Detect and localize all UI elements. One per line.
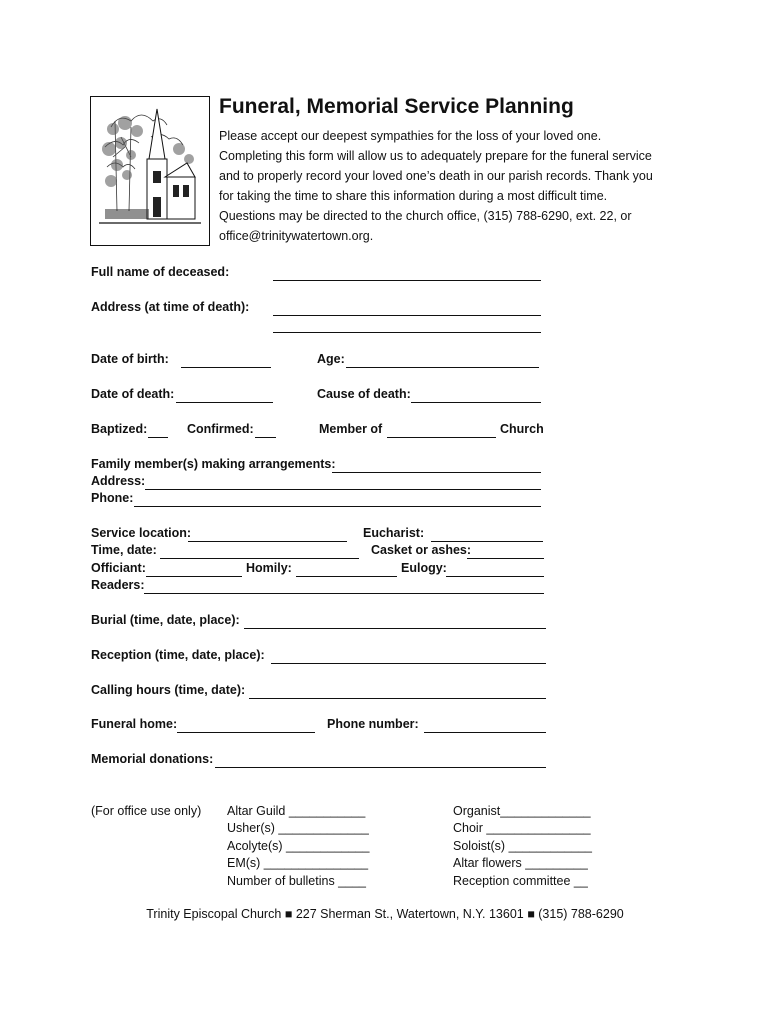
officiant-line bbox=[146, 576, 242, 577]
label-age: Age: bbox=[317, 352, 345, 366]
label-cause-of-death: Cause of death: bbox=[317, 387, 411, 401]
date-of-death-line bbox=[176, 402, 273, 403]
date-of-death-field[interactable] bbox=[176, 388, 273, 402]
office-col1-item: Acolyte(s) ____________ bbox=[227, 839, 370, 853]
age-line bbox=[346, 367, 539, 368]
label-phone: Phone: bbox=[91, 491, 134, 505]
family-phone-line bbox=[134, 506, 541, 507]
label-burial: Burial (time, date, place): bbox=[91, 613, 240, 627]
label-service-location: Service location: bbox=[91, 526, 192, 540]
reception-line bbox=[271, 663, 546, 664]
family-phone-field[interactable] bbox=[134, 492, 541, 506]
homily-line bbox=[296, 576, 397, 577]
label-reception: Reception (time, date, place): bbox=[91, 648, 265, 662]
black-square-icon: ■ bbox=[284, 907, 293, 921]
service-time-date-line bbox=[160, 558, 359, 559]
funeral-home-field[interactable] bbox=[177, 718, 315, 732]
black-square-icon: ■ bbox=[527, 907, 535, 921]
memorial-donations-line bbox=[215, 767, 546, 768]
calling-hours-line bbox=[249, 698, 546, 699]
label-homily: Homily: bbox=[246, 561, 292, 575]
footer bbox=[0, 907, 770, 921]
label-eulogy: Eulogy: bbox=[401, 561, 447, 575]
burial-line bbox=[244, 628, 546, 629]
casket-or-ashes-line bbox=[467, 558, 544, 559]
address-at-death-line bbox=[273, 315, 541, 316]
label-memorial-donations: Memorial donations: bbox=[91, 752, 214, 766]
eucharist-field[interactable] bbox=[431, 527, 543, 541]
full-name-line bbox=[273, 280, 541, 281]
burial-field[interactable] bbox=[244, 614, 546, 628]
date-of-birth-field[interactable] bbox=[181, 353, 271, 367]
label-officiant: Officiant: bbox=[91, 561, 146, 575]
office-col1-item: EM(s) _______________ bbox=[227, 856, 369, 870]
office-col2-item: Choir _______________ bbox=[453, 821, 591, 835]
intro-paragraph bbox=[219, 126, 689, 246]
service-location-line bbox=[188, 541, 347, 542]
label-phone-number: Phone number: bbox=[327, 717, 419, 731]
homily-field[interactable] bbox=[296, 562, 397, 576]
eulogy-field[interactable] bbox=[446, 562, 544, 576]
page-title: Funeral, Memorial Service Planning bbox=[219, 95, 574, 118]
funeral-home-line bbox=[177, 732, 315, 733]
service-location-field[interactable] bbox=[188, 527, 347, 541]
label-member-of: Member of bbox=[319, 422, 383, 436]
label-time-date: Time, date: bbox=[91, 543, 157, 557]
label-full-name: Full name of deceased: bbox=[91, 265, 230, 279]
cause-of-death-field[interactable] bbox=[411, 388, 541, 402]
family-members-line bbox=[332, 472, 541, 473]
label-baptized: Baptized: bbox=[91, 422, 148, 436]
label-calling-hours: Calling hours (time, date): bbox=[91, 683, 246, 697]
date-of-birth-line bbox=[181, 367, 271, 368]
label-church: Church bbox=[500, 422, 544, 436]
office-col2-item: Organist_____________ bbox=[453, 804, 591, 818]
footer-address: 227 Sherman St., Watertown, N.Y. 13601 bbox=[295, 907, 524, 921]
family-address-field[interactable] bbox=[145, 475, 541, 489]
confirmed-line bbox=[255, 437, 276, 438]
service-time-date-field[interactable] bbox=[160, 544, 359, 558]
intro-line: Questions may be directed to the church office, (315) 788-6290, ext. 22, or bbox=[219, 209, 632, 223]
casket-or-ashes-field[interactable] bbox=[467, 544, 544, 558]
office-use-label: (For office use only) bbox=[91, 804, 202, 818]
eucharist-line bbox=[431, 541, 543, 542]
cause-of-death-line bbox=[411, 402, 541, 403]
member-of-line bbox=[387, 437, 496, 438]
baptized-field[interactable] bbox=[148, 423, 168, 437]
office-col1-item: Usher(s) _____________ bbox=[227, 821, 369, 835]
readers-field[interactable] bbox=[144, 579, 544, 593]
office-col1-item: Altar Guild ___________ bbox=[227, 804, 366, 818]
office-col2-item: Reception committee __ bbox=[453, 874, 588, 888]
baptized-line bbox=[148, 437, 168, 438]
family-address-line bbox=[145, 489, 541, 490]
label-address: Address: bbox=[91, 474, 146, 488]
office-col2-item: Altar flowers _________ bbox=[453, 856, 588, 870]
church-illustration-svg bbox=[91, 97, 209, 245]
label-funeral-home: Funeral home: bbox=[91, 717, 178, 731]
address-at-death-field-2[interactable] bbox=[273, 318, 541, 332]
label-date-of-birth: Date of birth: bbox=[91, 352, 169, 366]
intro-line: for taking the time to share this information during a most difficult time. bbox=[219, 189, 608, 203]
intro-line: office@trinitywatertown.org. bbox=[219, 229, 374, 243]
member-of-field[interactable] bbox=[387, 423, 496, 437]
phone-number-field[interactable] bbox=[424, 718, 546, 732]
calling-hours-field[interactable] bbox=[249, 684, 546, 698]
label-address-at-death: Address (at time of death): bbox=[91, 300, 250, 314]
label-casket-or-ashes: Casket or ashes: bbox=[371, 543, 472, 557]
intro-line: Please accept our deepest sympathies for the loss of your loved one. bbox=[219, 129, 602, 143]
label-date-of-death: Date of death: bbox=[91, 387, 175, 401]
office-col2-item: Soloist(s) ____________ bbox=[453, 839, 592, 853]
confirmed-field[interactable] bbox=[255, 423, 276, 437]
office-col1-item: Number of bulletins ____ bbox=[227, 874, 366, 888]
reception-field[interactable] bbox=[271, 649, 546, 663]
label-family-members: Family member(s) making arrangements: bbox=[91, 457, 336, 471]
address-at-death-line-2 bbox=[273, 332, 541, 333]
footer-church-name: Trinity Episcopal Church bbox=[146, 907, 282, 921]
intro-line: and to properly record your loved one’s death in our parish records. Thank you bbox=[219, 169, 653, 183]
phone-number-line bbox=[424, 732, 546, 733]
intro-line: Completing this form will allow us to adequately prepare for the funeral service bbox=[219, 149, 652, 163]
footer-phone: (315) 788-6290 bbox=[538, 907, 624, 921]
label-readers: Readers: bbox=[91, 578, 145, 592]
family-members-field[interactable] bbox=[332, 458, 541, 472]
label-confirmed: Confirmed: bbox=[187, 422, 254, 436]
readers-line bbox=[144, 593, 544, 594]
age-field[interactable] bbox=[346, 353, 539, 367]
label-eucharist: Eucharist: bbox=[363, 526, 425, 540]
officiant-field[interactable] bbox=[146, 562, 242, 576]
eulogy-line bbox=[446, 576, 544, 577]
memorial-donations-field[interactable] bbox=[215, 753, 546, 767]
full-name-field[interactable] bbox=[273, 266, 541, 280]
address-at-death-field[interactable] bbox=[273, 301, 541, 315]
church-illustration bbox=[90, 96, 210, 246]
